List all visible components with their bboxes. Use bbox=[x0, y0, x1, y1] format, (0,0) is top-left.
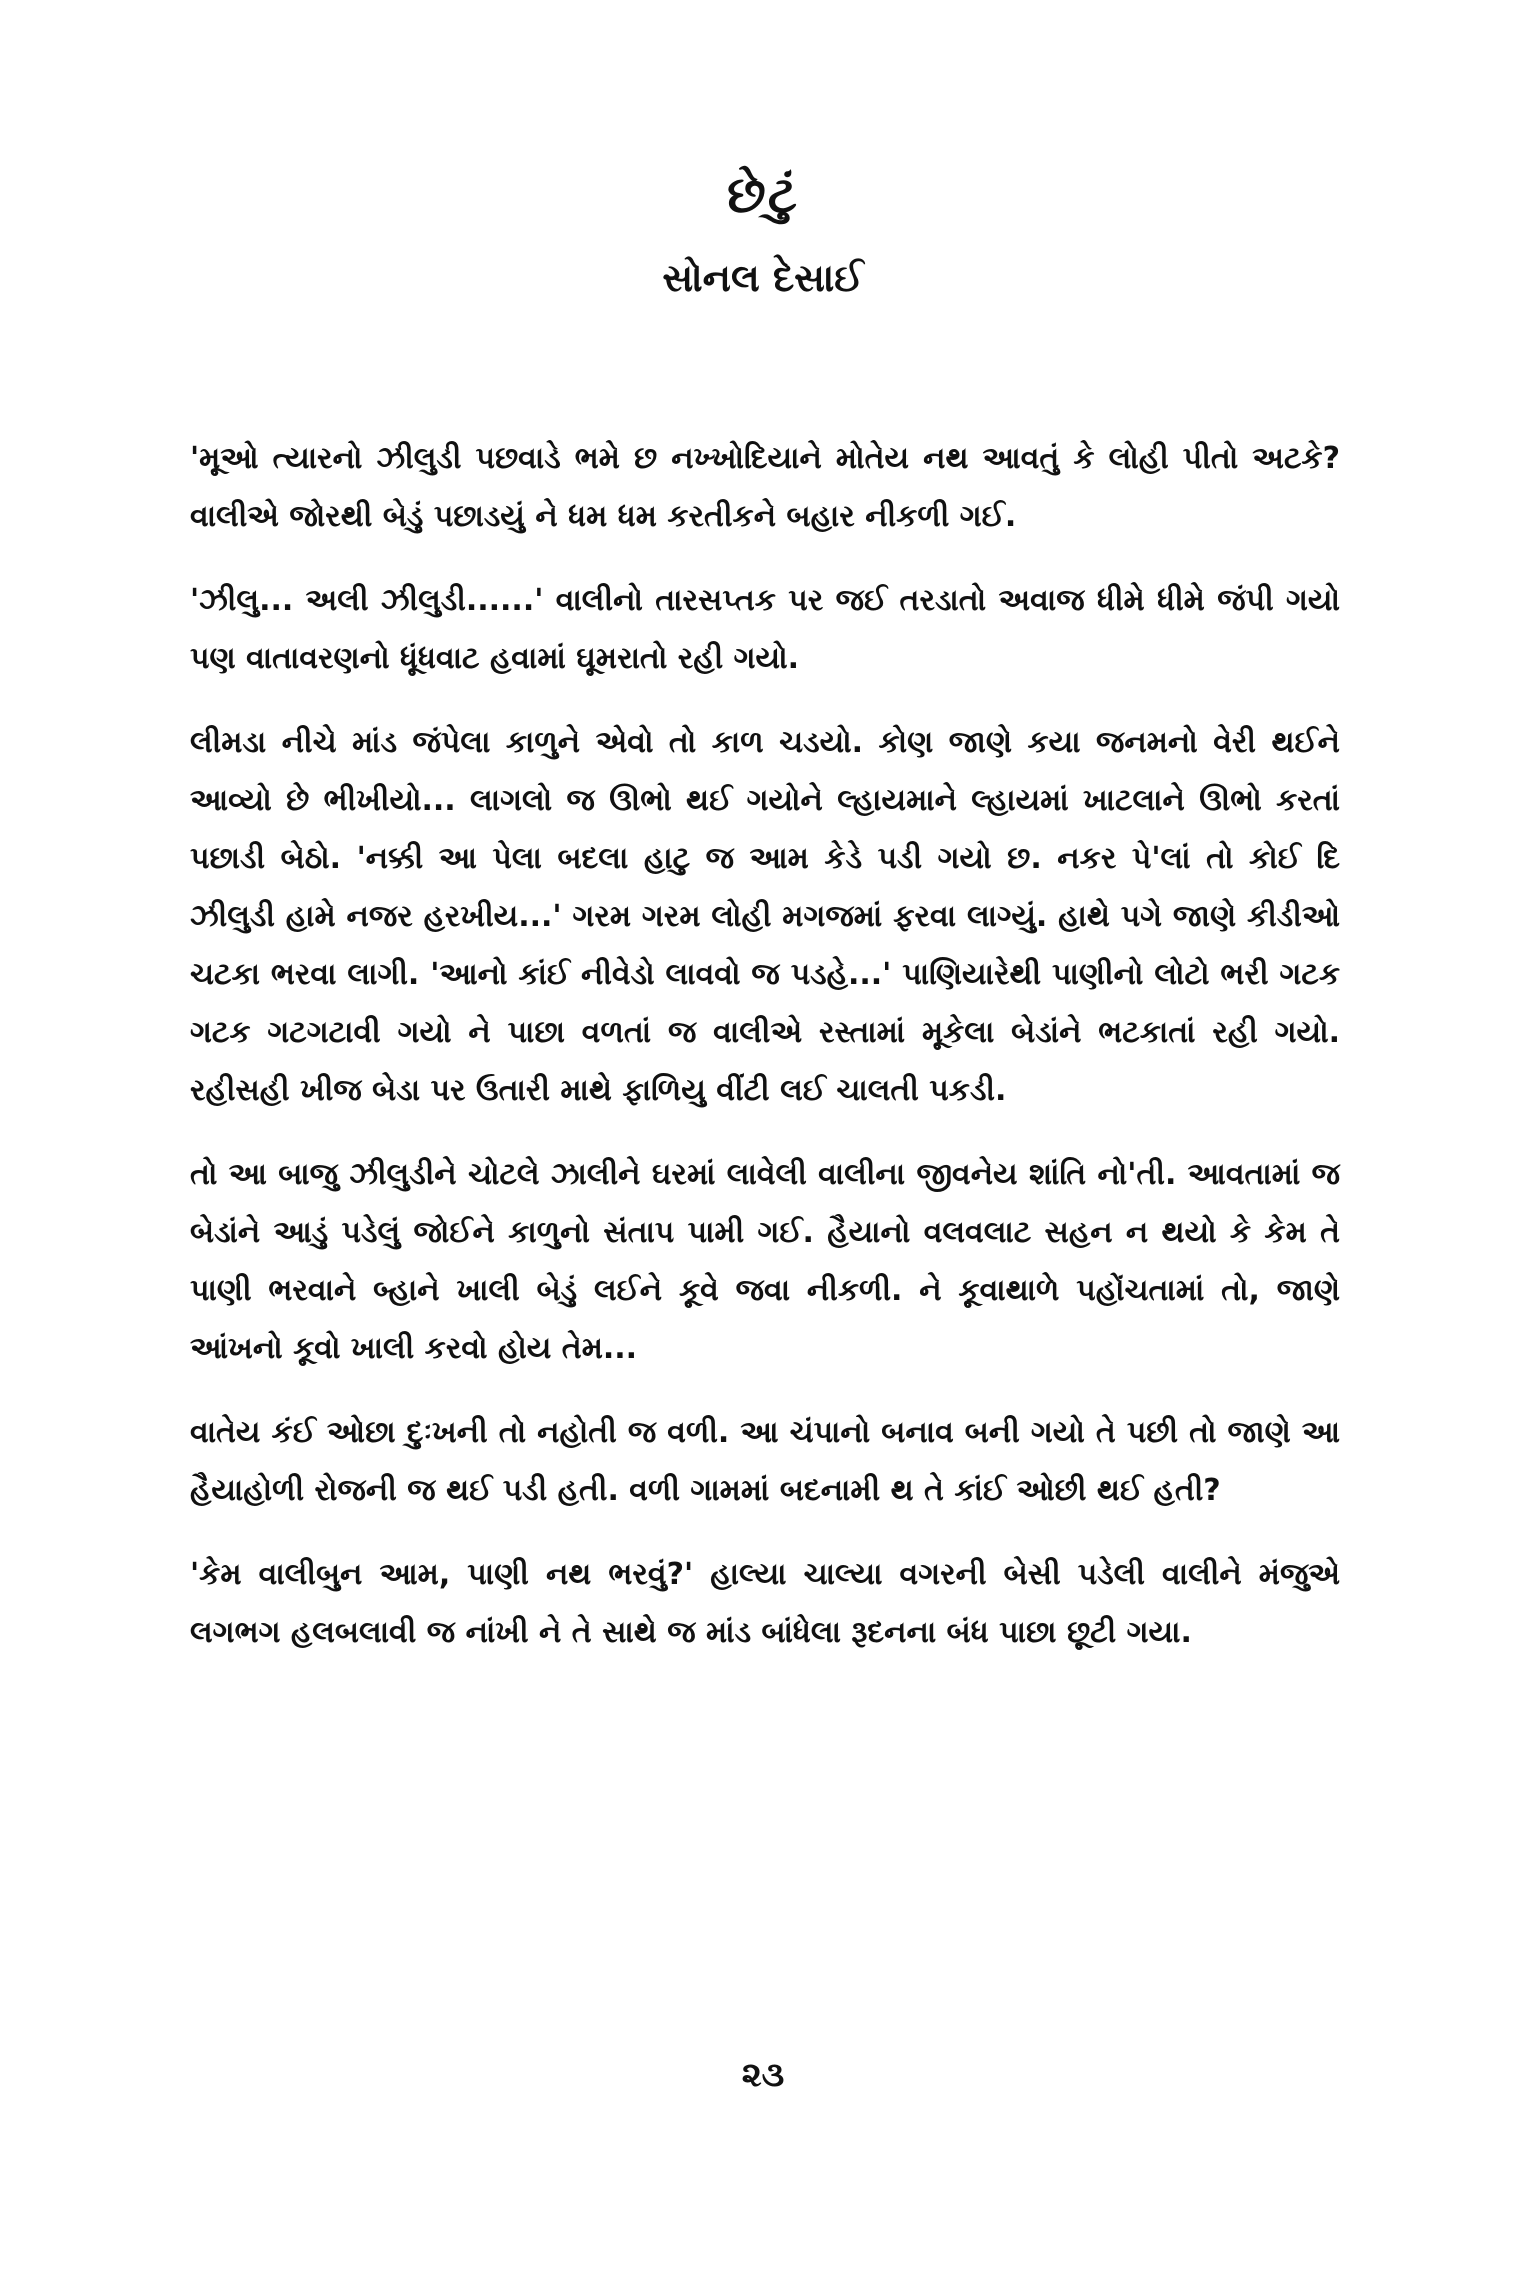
page-number: ૨૩ bbox=[741, 2055, 785, 2095]
author-name: સોનલ દેસાઈ bbox=[662, 256, 864, 300]
paragraph-6: 'કેમ વાલીબુન આમ, પાણી નથ ભરવું?' હાલ્યા ચાલ્યા વગરની બેસી પડેલી વાલીને મંજુએ લગભગ હલબલાવી જ નાંખી ને તે સાથે જ માંડ બાંધેલા રૂદનના બંધ પાછા છૂટી ગયા. bbox=[190, 1557, 1340, 1650]
paragraph-1: 'મૂઓ ત્યારનો ઝીલુડી પછવાડે ભમે છ નખ્ખોદિયાને મોતેય નથ આવતું કે લોહી પીતો અટકે? વાલીએ જોરથી બેડું પછાડયું ને ધમ ધમ કરતીકને બહાર નીકળી ગઈ. bbox=[190, 441, 1340, 534]
paragraph-4: તો આ બાજુ ઝીલુડીને ચોટલે ઝાલીને ઘરમાં લાવેલી વાલીના જીવનેય શાંતિ નો'તી. આવતામાં જ બેડાંને આડું પડેલું જોઈને કાળુનો સંતાપ પામી ગઈ. હૈયાનો વલવલાટ સહન ન થયો કે કેમ તે પાણી ભરવાને બ્હાને ખાલી બેડું લઈને કૂવે જવા નીકળી. ને કૂવાથાળે પહોંચતામાં તો, જાણે આંખનો કૂવો ખાલી કરવો હોય તેમ... bbox=[190, 1157, 1340, 1366]
story-body bbox=[190, 430, 1340, 1688]
paragraph-2: 'ઝીલુ... અલી ઝીલુડી......' વાલીનો તારસપ્તક પર જઈ તરડાતો અવાજ ધીમે ધીમે જંપી ગયો પણ વાતાવરણનો ધૂંધવાટ હવામાં ઘૂમરાતો રહી ગયો. bbox=[190, 583, 1340, 676]
story-title: છેટું bbox=[727, 166, 799, 224]
paragraph-3: લીમડા નીચે માંડ જંપેલા કાળુને એવો તો કાળ ચડયો. કોણ જાણે કયા જનમનો વેરી થઈને આવ્યો છે ભીખીયો... લાગલો જ ઊભો થઈ ગયોને લ્હાયમાને લ્હાયમાં ખાટલાને ઊભો કરતાં પછાડી બેઠો. 'નક્કી આ પેલા બદલા હાટુ જ આમ કેડે પડી ગયો છ. નકર પે'લાં તો કોઈ દિ ઝીલુડી હામે નજર હરખીય...' ગરમ ગરમ લોહી મગજમાં ફરવા લાગ્યું. હાથે પગે જાણે કીડીઓ ચટકા ભરવા લાગી. 'આનો કાંઈ નીવેડો લાવવો જ પડહે...' પાણિયારેથી પાણીનો લોટો ભરી ગટક ગટક ગટગટાવી ગયો ને પાછા વળતાં જ વાલીએ રસ્તામાં મૂકેલા બેડાંને ભટકાતાં રહી ગયો. રહીસહી ખીજ બેડા પર ઉતારી માથે ફાળિયુ વીંટી લઈ ચાલતી પકડી. bbox=[190, 725, 1340, 1108]
paragraph-5: વાતેય કંઈ ઓછા દુઃખની તો નહોતી જ વળી. આ ચંપાનો બનાવ બની ગયો તે પછી તો જાણે આ હૈયાહોળી રોજની જ થઈ પડી હતી. વળી ગામમાં બદનામી થ તે કાંઈ ઓછી થઈ હતી? bbox=[190, 1415, 1340, 1508]
